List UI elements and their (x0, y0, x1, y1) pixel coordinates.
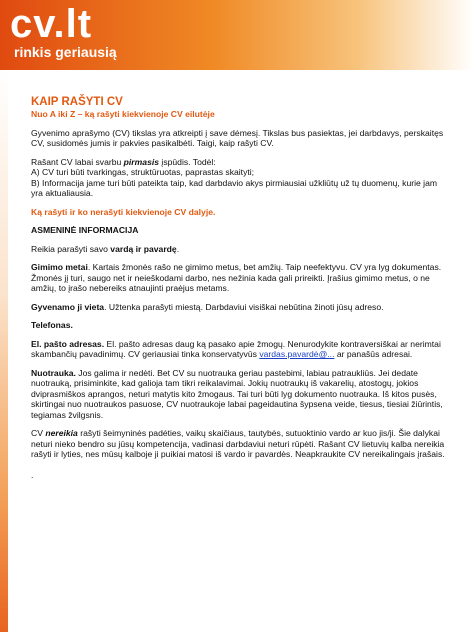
email-text-1: El. pašto adresas daug ką pasako apie žmogų. Nenurodykite kontraversiškai ar nerimtai skambančių pavadinimų. CV geriausiai tinka konservatyvūs (31, 338, 441, 359)
birth-text: . Kartais žmonės rašo ne gimimo metus, bet amžių. Taip neefektyvu. CV yra lyg dokumentas. Žmonės jį turi, saugo net ir neieškodami darbo, nes nežinia kada gali prireikti. Įrašius gimimo metus, o ne amžių, to įrašo nebereiks atnaujinti praėjus metams. (31, 262, 442, 293)
p2-item-a: A) CV turi būti tvarkingas, struktūruotas, paprastas skaityti; (31, 167, 255, 177)
email-example-link[interactable]: vardas.pavardė@... (259, 349, 335, 359)
not-needed-paragraph (31, 428, 451, 460)
last-start: CV (31, 428, 46, 438)
cvlt-logo[interactable]: cv.lt (10, 2, 93, 46)
p2-emphasis: pirmasis (123, 156, 160, 167)
name-paragraph (31, 244, 451, 255)
intro-paragraph: Gyvenimo aprašymo (CV) tikslas yra atkreipti į save dėmesį. Tikslas bus pasiektas, jei darbdavys, perskaitęs CV, susidomės jumis ir pakvies pasikalbėti. Taigi, kaip rašyti CV. (31, 127, 444, 148)
photo-text: Jos galima ir nedėti. Bet CV su nuotrauka geriau pastebimi, labiau patraukliūs. Jei dedate nuotrauką, prisiminkite, kad galioja tam tikri reikalavimai. Jokių nuotraukų iš vakarelių, atostogų, jokios dviprasmiškos aprangos, neturi matytis kito žmogaus. Tai turi būti lyg dokumento nuotrauka. Iš kitos pusės, skirtingai nuo nuotraukos pasuose, CV nuotraukoje labai pageidautina šypsena veide, tiesus, tiesiai žiūrintis, tegiamas žvilgsnis. (31, 367, 443, 420)
phone-paragraph (31, 320, 451, 331)
document-body (31, 96, 451, 488)
residence-label: Gyvenamo ji vieta (31, 301, 105, 312)
residence-paragraph (31, 302, 451, 313)
p2-end: įspūdis. Todėl: (159, 156, 216, 167)
email-text-2: ar panašūs adresai. (334, 349, 413, 359)
first-impression-paragraph (31, 157, 451, 199)
p2-start: Rašant CV labai svarbu (31, 156, 124, 167)
doc-title: KAIP RAŠYTI CV (31, 96, 123, 108)
email-label: El. pašto adresas. (31, 338, 105, 349)
end-mark: . (31, 469, 34, 480)
name-end: . (176, 243, 180, 254)
p2-item-b: B) Informacija jame turi būti pateikta taip, kad darbdavio akys pirmiausiai užkliūtų už tų duomenų, kurie jam yra aktualiausia. (31, 177, 438, 198)
photo-label: Nuotrauka. (31, 367, 76, 378)
birth-year-paragraph (31, 262, 451, 294)
section-heading: Ką rašyti ir ko nerašyti kiekvienoje CV dalyje. (31, 206, 216, 217)
birth-label: Gimimo metai (31, 262, 88, 272)
photo-paragraph (31, 368, 451, 421)
doc-subtitle: Nuo A iki Z – ką rašyti kiekvienoje CV eilutėje (31, 109, 215, 119)
phone-label: Telefonas. (31, 320, 73, 330)
personal-info-heading: ASMENINĖ INFORMACIJA (31, 225, 139, 235)
tagline: rinkis geriausią (14, 44, 117, 60)
name-bold: vardą ir pavardę (110, 243, 177, 254)
residence-text: . Užtenka parašyti miestą. Darbdaviui visiškai nebūtina žinoti jūsų adreso. (104, 301, 384, 312)
email-paragraph (31, 339, 451, 360)
header-banner (0, 0, 474, 70)
decorative-side-bar (0, 70, 8, 632)
name-start: Reikia parašyti savo (31, 243, 111, 254)
last-text: rašyti šeimyninės padėties, vaikų skaičiaus, tautybės, sutuoktinio vardo ar kuo jis/ji. Šie dalykai neturi nieko bendro su jūsų kompetencija, vadinasi darbdaviui neturi rūpėti. Rašant CV lietuvių kalba nereikia rašyti ir lyties, nes mūsų kalboje ji puikiai matosi iš vardo ir pavardės. Neapkraukite CV nereikalingais įrašais. (31, 428, 445, 459)
last-emphasis: nereikia (45, 428, 78, 438)
